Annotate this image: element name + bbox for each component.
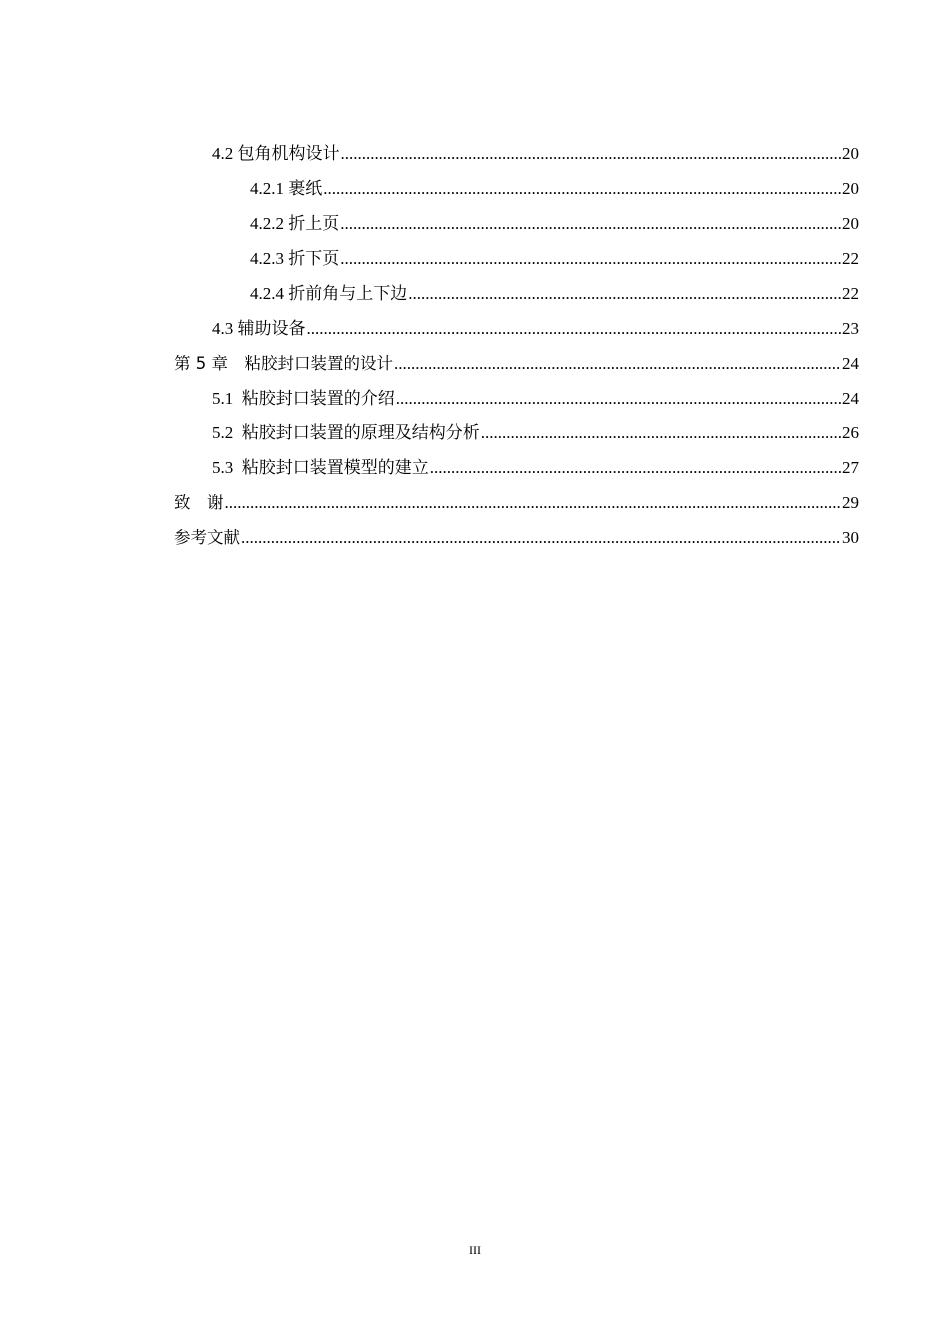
toc-entry-page: 24 — [842, 354, 859, 373]
toc-entry-page: 20 — [842, 214, 859, 233]
toc-entry-page: 22 — [842, 284, 859, 303]
toc-entry-5-3[interactable] — [212, 444, 859, 479]
toc-leader-dots — [341, 143, 842, 165]
toc-entry-page: 20 — [842, 144, 859, 163]
toc-entry-label: 4.2 包角机构设计 — [212, 144, 340, 163]
toc-entry-page: 24 — [842, 389, 859, 408]
toc-entry-label: 参考文献 — [174, 528, 240, 547]
toc-entry-label: 第 5 章 粘胶封口装置的设计 — [174, 354, 393, 373]
toc-leader-dots — [340, 248, 841, 270]
toc-entry-4-2-1[interactable] — [250, 165, 859, 200]
page-number: III — [469, 1243, 481, 1257]
toc-leader-dots — [481, 422, 841, 444]
toc-entry-label: 4.3 辅助设备 — [212, 319, 306, 338]
toc-leader-dots — [241, 527, 841, 549]
toc-entry-label: 5.1 粘胶封口装置的介绍 — [212, 389, 395, 408]
toc-entry-label: 致 谢 — [174, 493, 224, 512]
toc-entry-chapter-5[interactable] — [174, 340, 859, 375]
toc-entry-label: 4.2.2 折上页 — [250, 214, 340, 233]
toc-leader-dots — [430, 457, 841, 479]
toc-leader-dots — [307, 318, 842, 340]
toc-entry-4-2-2[interactable] — [250, 200, 859, 235]
toc-leader-dots — [408, 283, 841, 305]
toc-entry-references[interactable] — [174, 514, 859, 549]
toc-entry-page: 29 — [842, 493, 859, 512]
toc-leader-dots — [340, 213, 841, 235]
toc-entry-page: 20 — [842, 179, 859, 198]
toc-entry-page: 30 — [842, 528, 859, 547]
toc-entry-label: 5.3 粘胶封口装置模型的建立 — [212, 458, 429, 477]
toc-leader-dots — [323, 178, 841, 200]
toc-leader-dots — [225, 492, 842, 514]
toc-entry-4-2-4[interactable] — [250, 270, 859, 305]
toc-entry-label: 4.2.4 折前角与上下边 — [250, 284, 408, 303]
toc-entry-label: 4.2.1 裹纸 — [250, 179, 323, 198]
toc-entry-label: 5.2 粘胶封口装置的原理及结构分析 — [212, 423, 480, 442]
toc-entry-4-2-3[interactable] — [250, 235, 859, 270]
toc-leader-dots — [396, 388, 841, 410]
toc-entry-4-3[interactable] — [212, 305, 859, 340]
toc-entry-page: 27 — [842, 458, 859, 477]
toc-entry-page: 26 — [842, 423, 859, 442]
toc-leader-dots — [394, 353, 841, 375]
toc-entry-5-1[interactable] — [212, 375, 859, 410]
toc-entry-page: 22 — [842, 249, 859, 268]
toc-entry-4-2[interactable] — [212, 130, 859, 165]
toc-entry-label: 4.2.3 折下页 — [250, 249, 340, 268]
toc-entry-page: 23 — [842, 319, 859, 338]
toc-entry-acknowledgements[interactable] — [174, 479, 859, 514]
toc-entry-5-2[interactable] — [212, 409, 859, 444]
